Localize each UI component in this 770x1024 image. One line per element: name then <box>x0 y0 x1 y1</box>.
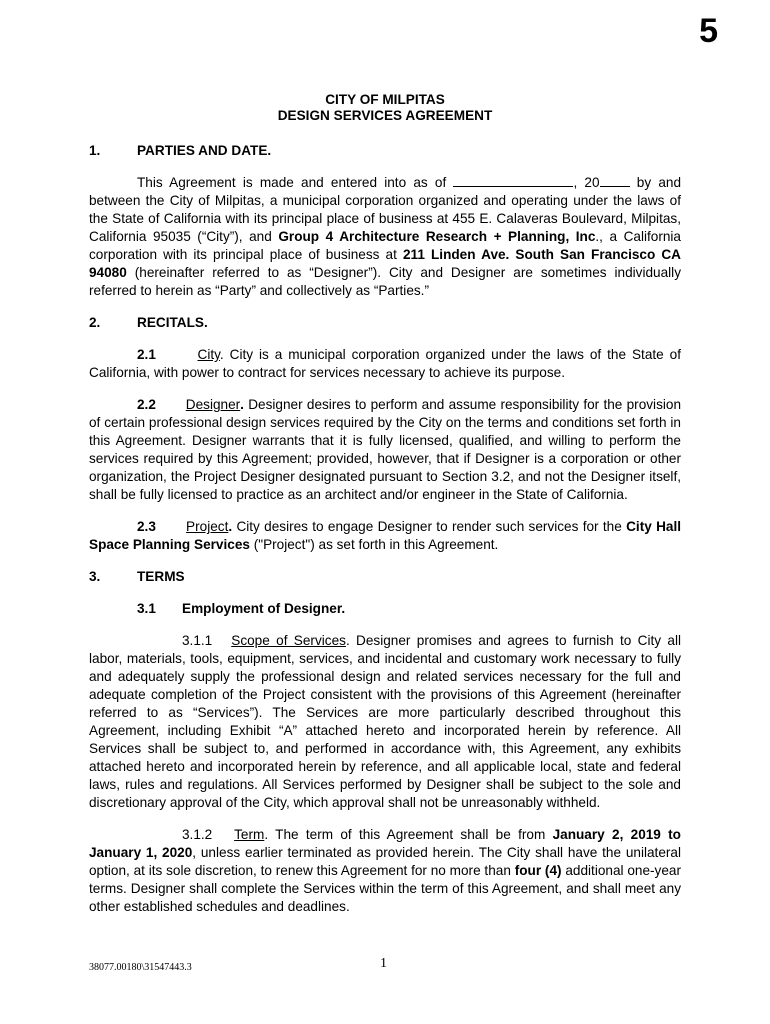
title-agreement: DESIGN SERVICES AGREEMENT <box>277 108 493 123</box>
page-marker: 5 <box>699 12 718 50</box>
document-body <box>89 92 681 930</box>
paragraph-3-1-1: 3.1.1 Scope of Services. Designer promises and agrees to furnish to City all labor, materials, tools, equipment, services, and incidental and customary work necessary to fully and adequately supply the professional design and related services necessary for the full and adequate completion of the Project consistent with the provisions of this Agreement (hereinafter referred to as “Services”). The Services are more particularly described throughout this Agreement, including Exhibit “A” attached hereto and incorporated herein by reference. All Services shall be subject to, and performed in accordance with, this Agreement, any exhibits attached hereto and incorporated herein by reference, and all applicable local, state and federal laws, rules and regulations. All Services performed by Designer shall be subject to the sole and discretionary approval of the City, which approval shall not be unreasonably withheld. <box>89 633 682 810</box>
date-blank <box>453 174 573 187</box>
paragraph-2-1: 2.1 City. City is a municipal corporation organized under the laws of the State of California, with power to contract for services necessary to achieve its purpose. <box>89 347 681 380</box>
section-2-heading: 2. RECITALS. <box>89 315 208 330</box>
subsection-3-1-heading: 3.1 Employment of Designer. <box>137 601 346 616</box>
footer-page-number: 1 <box>380 956 387 971</box>
paragraph-3-1-2: 3.1.2 Term. The term of this Agreement shall be from January 2, 2019 to January 1, 2020, unless earlier terminated as provided herein. The City shall have the unilateral option, at its sole discretion, to renew this Agreement for no more than four (4) additional one-year terms. Designer shall complete the Services within the term of this Agreement, and shall meet any other established schedules and deadlines. <box>89 827 681 914</box>
section-1-heading: 1. PARTIES AND DATE. <box>89 143 272 158</box>
paragraph-2-2: 2.2 Designer. Designer desires to perform and assume responsibility for the provision of certain professional design services required by the City on the terms and conditions set forth in this Agreement. Designer warrants that it is fully licensed, qualified, and willing to perform the services required by this Agreement; provided, however, that if Designer is a corporation or other organization, the Project Designer designated pursuant to Section 3.2, and not the Designer itself, shall be fully licensed to practice as an architect and/or engineer in the State of California. <box>89 397 682 502</box>
section-1-paragraph: This Agreement is made and entered into as of , 20 by and between the City of Milpitas, a municipal corporation organized and operating under the laws of the State of California with its principal place of business at 455 E. Calaveras Boulevard, Milpitas, California 95035 (“City”), and Group 4 Architecture Research + Planning, Inc., a California corporation with its principal place of business at 211 Linden Ave. South San Francisco CA 94080 (hereinafter referred to as “Designer”). City and Designer are sometimes individually referred to herein as “Party” and collectively as “Parties.” <box>89 175 682 298</box>
document-title <box>89 92 681 124</box>
title-city: CITY OF MILPITAS <box>325 92 445 107</box>
year-blank <box>600 174 630 187</box>
footer-document-id: 38077.00180\31547443.3 <box>89 962 192 973</box>
section-3-heading: 3. TERMS <box>89 569 185 584</box>
paragraph-2-3: 2.3 Project. City desires to engage Designer to render such services for the City Hall Space Planning Services ("Project") as set forth in this Agreement. <box>89 519 682 552</box>
